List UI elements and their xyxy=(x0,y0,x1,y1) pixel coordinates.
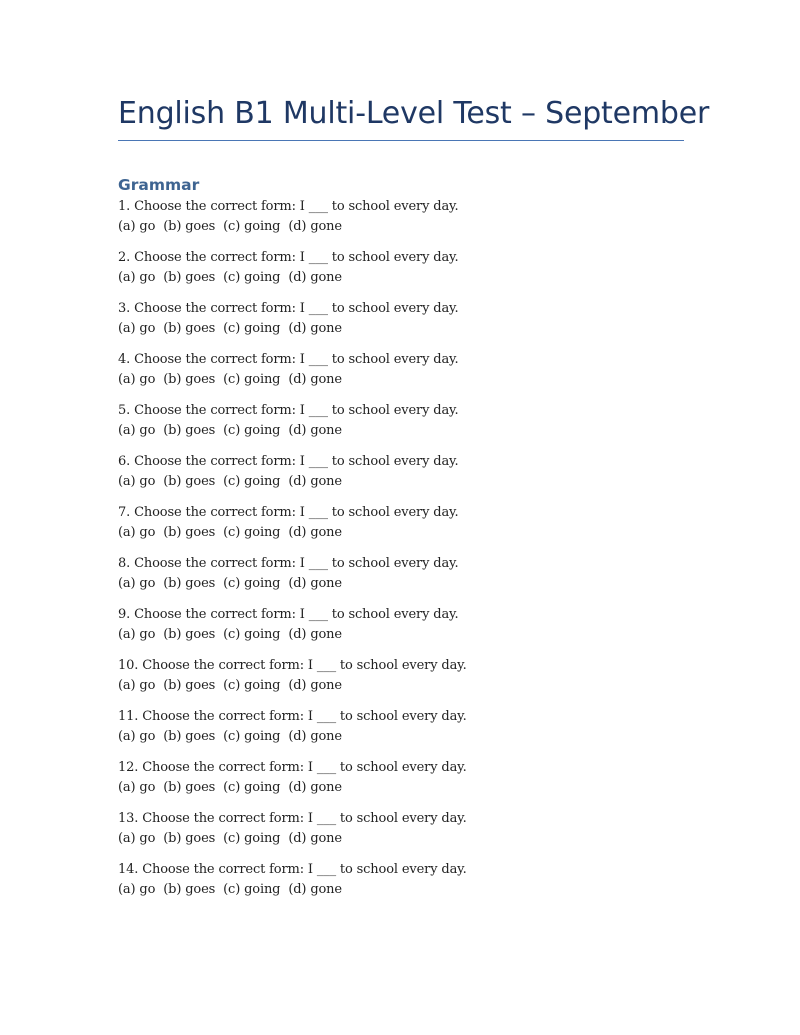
question-item xyxy=(118,809,467,860)
answer-option: (b) goes xyxy=(163,830,216,846)
answer-option: (b) goes xyxy=(163,524,216,540)
answer-option: (c) going xyxy=(223,524,281,540)
answer-option: (d) gone xyxy=(288,779,342,795)
question-item xyxy=(118,605,467,656)
answer-option: (b) goes xyxy=(163,218,216,234)
answer-options-line xyxy=(118,625,467,645)
answer-option: (c) going xyxy=(223,881,281,897)
question-prompt-line xyxy=(118,554,467,574)
question-prompt-line xyxy=(118,248,467,268)
answer-options-line xyxy=(118,829,467,849)
question-item xyxy=(118,452,467,503)
question-item xyxy=(118,707,467,758)
answer-option: (c) going xyxy=(223,218,281,234)
question-prompt-line xyxy=(118,350,467,370)
answer-option: (c) going xyxy=(223,830,281,846)
question-number: 4. xyxy=(118,352,131,367)
answer-option: (c) going xyxy=(223,728,281,744)
answer-option: (b) goes xyxy=(163,575,216,591)
question-prompt: Choose the correct form: I ___ to school every day. xyxy=(134,556,459,571)
section-heading-grammar: Grammar xyxy=(118,176,200,194)
answer-option: (a) go xyxy=(118,320,156,336)
question-item xyxy=(118,248,467,299)
answer-option: (a) go xyxy=(118,881,156,897)
answer-option: (a) go xyxy=(118,218,156,234)
question-prompt: Choose the correct form: I ___ to school every day. xyxy=(134,403,459,418)
answer-option: (a) go xyxy=(118,626,156,642)
answer-options-line xyxy=(118,370,467,390)
question-item xyxy=(118,554,467,605)
answer-option: (c) going xyxy=(223,269,281,285)
answer-option: (d) gone xyxy=(288,473,342,489)
question-item xyxy=(118,350,467,401)
answer-option: (c) going xyxy=(223,677,281,693)
answer-options-line xyxy=(118,574,467,594)
answer-option: (a) go xyxy=(118,779,156,795)
question-item xyxy=(118,758,467,809)
question-number: 6. xyxy=(118,454,131,469)
answer-options-line xyxy=(118,472,467,492)
answer-options-line xyxy=(118,421,467,441)
answer-option: (c) going xyxy=(223,575,281,591)
question-number: 11. xyxy=(118,709,139,724)
answer-option: (a) go xyxy=(118,575,156,591)
question-list xyxy=(118,197,467,911)
title-underline-rule xyxy=(118,140,684,141)
answer-option: (d) gone xyxy=(288,575,342,591)
question-prompt-line xyxy=(118,452,467,472)
answer-option: (a) go xyxy=(118,524,156,540)
answer-option: (d) gone xyxy=(288,677,342,693)
question-prompt: Choose the correct form: I ___ to school every day. xyxy=(134,454,459,469)
question-item xyxy=(118,860,467,911)
answer-option: (b) goes xyxy=(163,881,216,897)
question-number: 5. xyxy=(118,403,131,418)
question-item xyxy=(118,197,467,248)
answer-option: (d) gone xyxy=(288,371,342,387)
question-prompt-line xyxy=(118,503,467,523)
question-prompt: Choose the correct form: I ___ to school every day. xyxy=(134,352,459,367)
answer-option: (d) gone xyxy=(288,728,342,744)
question-item xyxy=(118,503,467,554)
question-prompt-line xyxy=(118,197,467,217)
answer-option: (b) goes xyxy=(163,371,216,387)
answer-option: (a) go xyxy=(118,728,156,744)
question-prompt: Choose the correct form: I ___ to school every day. xyxy=(134,199,459,214)
question-number: 10. xyxy=(118,658,139,673)
question-number: 13. xyxy=(118,811,139,826)
question-number: 9. xyxy=(118,607,131,622)
answer-option: (b) goes xyxy=(163,269,216,285)
answer-option: (c) going xyxy=(223,422,281,438)
question-number: 12. xyxy=(118,760,139,775)
answer-option: (b) goes xyxy=(163,626,216,642)
answer-option: (a) go xyxy=(118,473,156,489)
question-number: 2. xyxy=(118,250,131,265)
answer-option: (d) gone xyxy=(288,626,342,642)
answer-options-line xyxy=(118,217,467,237)
answer-option: (d) gone xyxy=(288,269,342,285)
answer-option: (b) goes xyxy=(163,422,216,438)
question-item xyxy=(118,656,467,707)
answer-options-line xyxy=(118,319,467,339)
question-prompt: Choose the correct form: I ___ to school every day. xyxy=(142,658,467,673)
answer-options-line xyxy=(118,880,467,900)
answer-options-line xyxy=(118,523,467,543)
question-number: 14. xyxy=(118,862,139,877)
answer-option: (d) gone xyxy=(288,422,342,438)
answer-option: (d) gone xyxy=(288,524,342,540)
question-prompt: Choose the correct form: I ___ to school every day. xyxy=(142,811,467,826)
answer-option: (c) going xyxy=(223,371,281,387)
question-prompt: Choose the correct form: I ___ to school every day. xyxy=(142,709,467,724)
question-prompt-line xyxy=(118,707,467,727)
question-prompt: Choose the correct form: I ___ to school every day. xyxy=(134,607,459,622)
question-number: 8. xyxy=(118,556,131,571)
answer-options-line xyxy=(118,676,467,696)
question-prompt-line xyxy=(118,809,467,829)
question-prompt-line xyxy=(118,758,467,778)
answer-options-line xyxy=(118,778,467,798)
question-prompt: Choose the correct form: I ___ to school every day. xyxy=(134,301,459,316)
answer-option: (d) gone xyxy=(288,830,342,846)
question-prompt-line xyxy=(118,860,467,880)
answer-option: (d) gone xyxy=(288,218,342,234)
question-number: 7. xyxy=(118,505,131,520)
answer-option: (a) go xyxy=(118,422,156,438)
answer-option: (b) goes xyxy=(163,677,216,693)
question-number: 1. xyxy=(118,199,131,214)
question-prompt-line xyxy=(118,605,467,625)
question-prompt: Choose the correct form: I ___ to school every day. xyxy=(142,760,467,775)
answer-option: (b) goes xyxy=(163,779,216,795)
question-item xyxy=(118,299,467,350)
question-prompt-line xyxy=(118,401,467,421)
question-number: 3. xyxy=(118,301,131,316)
answer-option: (b) goes xyxy=(163,473,216,489)
answer-option: (a) go xyxy=(118,371,156,387)
question-prompt: Choose the correct form: I ___ to school every day. xyxy=(142,862,467,877)
question-prompt: Choose the correct form: I ___ to school every day. xyxy=(134,505,459,520)
answer-option: (b) goes xyxy=(163,320,216,336)
question-prompt: Choose the correct form: I ___ to school every day. xyxy=(134,250,459,265)
answer-option: (d) gone xyxy=(288,320,342,336)
answer-option: (c) going xyxy=(223,473,281,489)
answer-option: (c) going xyxy=(223,626,281,642)
answer-option: (d) gone xyxy=(288,881,342,897)
answer-options-line xyxy=(118,268,467,288)
question-prompt-line xyxy=(118,656,467,676)
answer-option: (b) goes xyxy=(163,728,216,744)
question-prompt-line xyxy=(118,299,467,319)
answer-option: (a) go xyxy=(118,830,156,846)
answer-option: (c) going xyxy=(223,779,281,795)
answer-option: (c) going xyxy=(223,320,281,336)
answer-options-line xyxy=(118,727,467,747)
question-item xyxy=(118,401,467,452)
answer-option: (a) go xyxy=(118,677,156,693)
document-title: English B1 Multi-Level Test – September xyxy=(118,96,710,131)
answer-option: (a) go xyxy=(118,269,156,285)
